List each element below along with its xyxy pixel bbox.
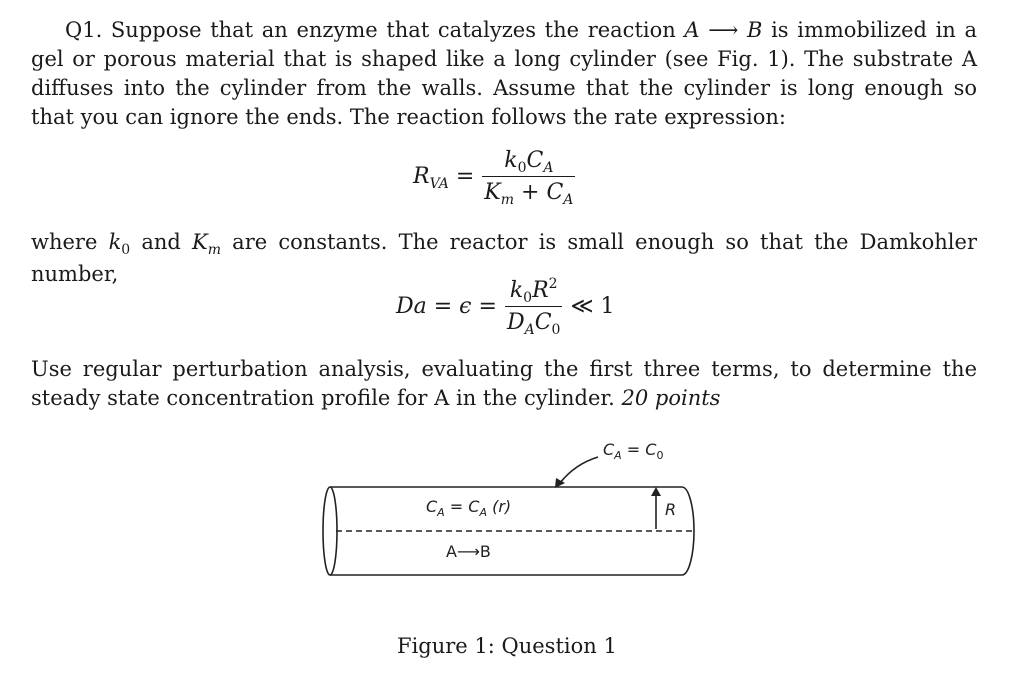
damkohler-numerator: $k_0R^2$ [509,276,558,306]
question-text-description: is immobilized in a gel or porous material that is shaped like a long cylinder (see Fig. 1). The substrate A diffuses into the cylinder from the walls. Assume that the cylinder is long enough so that you can ignore the ends. The reaction follows the rate expression: [31,18,978,129]
profile-concentration-label: $C_A = C_A$ (r) [426,497,512,519]
rate-denominator: $K_m + C_A$ [482,176,575,205]
radius-arrowhead [651,487,661,496]
damkohler-rhs: ≪ 1 [570,294,615,319]
damkohler-denominator: $D_AC_0$ [505,306,563,335]
question-text-intro: Q1. Suppose that an enzyme that catalyzes the reaction [65,18,685,42]
damkohler-equation [396,276,615,338]
cylinder-figure [300,430,740,590]
points-label: 20 points [621,386,721,410]
cylinder-left-end [323,487,337,575]
radius-label: R [665,500,677,519]
damkohler-fraction [505,276,563,338]
reaction-inline: A ⟶ B [684,18,763,42]
figure-caption: Figure 1: Question 1 [397,634,617,658]
rate-fraction [482,148,575,208]
rate-numerator: $k_0C_A$ [504,148,554,176]
question-paragraph-3: Use regular perturbation analysis, evaluating the first three terms, to determine the steady state concentration profile for A in the cylinder. 20 points [31,357,977,410]
question-paragraph-1 [31,16,977,132]
rate-lhs: $R_{VA}$ = [413,164,475,192]
reaction-label: A⟶B [446,542,491,561]
rate-expression-equation [413,148,575,208]
wall-pointer-arrow [560,457,598,483]
damkohler-lhs: Da = ϵ = [396,294,497,319]
wall-concentration-label: $C_A = C_0$ [603,440,664,462]
question-paragraph-2: where $k_0$ and $K_m$ are constants. The reactor is small enough so that the Damkohler number, [31,230,977,286]
